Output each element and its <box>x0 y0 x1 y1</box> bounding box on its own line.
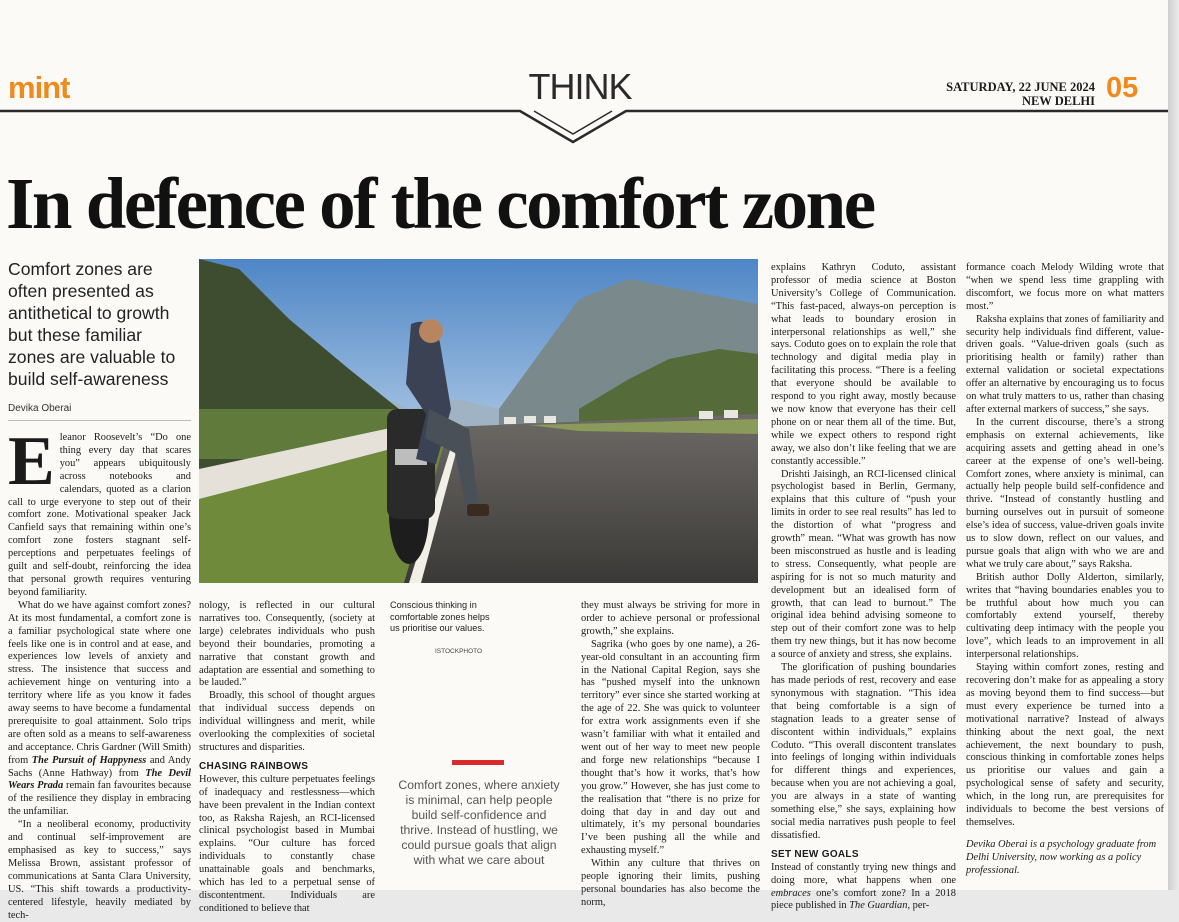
paragraph: Broadly, this school of thought argues that individual success depends on individual willingness and merit, while overlooking the complexities of societal structures and disparities. <box>199 690 375 753</box>
paragraph: Staying within comfort zones, resting and recovering don’t make for as appealing a story as moving beyond them to find success—but must every experience be turned into a motivational narrative? Instead of always thinking about the next goal, the next achievement, the next boundary to push, conscious thinking in comfortable zones helps us prioritise our values and gain a psychological sense of safety and security, which, in the long run, are prerequisites for individuals to become the best versions of themselves. <box>966 662 1164 828</box>
subhead: CHASING RAINBOWS <box>199 760 309 772</box>
article-column-5 <box>966 262 1164 830</box>
paragraph: , per- <box>907 900 930 912</box>
section-title: THINK <box>528 66 632 107</box>
paragraph: explains Kathryn Coduto, assistant professor of media science at Boston University’s College of Communication. “This fast-paced, always-on perception is what leads to boundary erosion in interpersonal relationships as well,” she says. Coduto goes on to explain the role that technology and digital media play in facilitating this process. “There is a feeling that everyone should be available to respond to you right away, mostly because we now know that everyone has their cell phone on or near them all of the time. But, while we expect others to respond right away, we also don’t like feeling that we are constantly accessible.” <box>771 262 956 467</box>
dropcap: E <box>8 423 55 500</box>
article-column-1 <box>8 423 192 921</box>
section-chevron-divider <box>0 104 1168 148</box>
paragraph: In the current discourse, there’s a strong emphasis on external achievements, like acquiring assets and getting ahead in one’s career at the expense of one’s well-being. Comfort zones, where anxiety is minimal, can actually help people build self-confidence and thrive. “Instead of constantly hustling and burning ourselves out in pursuit of someone else’s idea of success, value-driven goals invite us to slow down, reflect on our values, and pursue goals that align with who we are and what we truly care about,” says Raksha. <box>966 416 1164 570</box>
paragraph: However, this culture perpetuates feelings of inadequacy and restlessness—which have been prevalent in the Indian context too, as Raksha Rajesh, an RCI-licensed clinical psychologist based in Mumbai explains. “Our culture has forced individuals to constantly chase unattainable goals and benchmarks, which has led to a perpetual sense of discontentment. Individuals are conditioned to believe that <box>199 773 375 914</box>
paragraph: British author Dolly Alderton, similarly, writes that “having boundaries enables you to be truthful about how much you can comfortably extend yourself, thereby cultivating deep intimacy with the people you love”, which leads to an improvement in all interpersonal relationships. <box>966 571 1164 661</box>
paragraph: Raksha explains that zones of familiarity and security help individuals find different, value-driven goals. “Value-driven goals (such as prioritising health or family) rather than external validation or societal expectations offer an alternative by encouraging us to focus on what truly matters to us, rather than chasing after external markers of success,” she says. <box>966 313 1164 415</box>
paragraph: leanor Roosevelt’s “Do one thing every day that scares you” appears ubiquitously across notebooks and calendars, quoted as a clarion call to urge everyone to step out of their comfort zone. Motivational speaker Jack Canfield says that remaining within one’s comfort zone fosters stagnant self-perceptions and perpetuates feelings of guilt and self-doubt, reinforcing the idea that personal growth requires venturing beyond familiarity. <box>8 432 191 598</box>
standfirst: Comfort zones are often presented as antithetical to growth but these familiar zones are valuable to build self-awareness <box>8 259 176 389</box>
film-title: The Pursuit of Happyness <box>31 754 147 766</box>
author-note: Devika Oberai is a psychology graduate from Delhi University, now working as a policy professional. <box>966 839 1157 876</box>
paragraph: “In a neoliberal economy, productivity and continual self-improvement are emphasised as key to success,” says Melissa Brown, assistant professor of communications at Santa Clara University, US. “This shift towards a productivity-centered lifestyle, heavily mediated by tech- <box>8 819 191 921</box>
article-column-4 <box>771 262 956 912</box>
paragraph: and Andy Sachs (Anne Hathway) from <box>8 754 191 779</box>
paragraph: What do we have against comfort zones? At its most fundamental, a comfort zone is a familiar psychological state where one feels like one is in control and at ease, and experiences low levels of anxiety and stress. The insistence that success and achievement hinge on venturing into a territory where life as you know it fades away seems to have become a fundamental prerequisite to goal attainment. Solo trips are often sold as a means to self-awareness and acceptance. Chris Gardner (Will Smith) from <box>8 599 191 766</box>
article-column-3 <box>581 600 760 908</box>
paragraph: Sagrika (who goes by one name), a 26-year-old consultant in an accounting firm in the National Capital Region, says she has “pushed myself into the unknown territory” ever since she started working at the age of 22. She was quick to volunteer for extra work assignments even if she wasn’t familiar with what it entailed and went out of her way to meet new people and forge new relationships “because I thought that’s how it works, that’s how you grow.” However, she has just come to the realisation that “there is no prize for doing that day in and day out and ultimately, it’s my personal boundaries I’ve been pushing all the while and exhausting myself.” <box>581 638 760 857</box>
pull-quote: Comfort zones, where anxiety is minimal, can help people build self-confidence and thrive. Instead of hustling, we could pursue goals that align with what we care about <box>398 778 560 867</box>
publication-title: The Guardian <box>849 900 908 912</box>
paragraph: they must always be striving for more in order to achieve personal or professional growth,” she explains. <box>581 600 760 637</box>
pull-quote-rule <box>452 760 504 765</box>
byline: Devika Oberai <box>8 403 72 414</box>
paragraph: nology, is reflected in our cultural narratives too. Consequently, (society at large) celebrates individuals who push beyond their boundaries, promoting a narrative that constant growth and adaptation are essential and something to be lauded.” <box>199 600 375 689</box>
date: SATURDAY, 22 JUNE 2024 <box>946 80 1095 94</box>
page-edge <box>1168 0 1179 890</box>
paragraph: Within any culture that thrives on people ignoring their limits, pushing personal boundaries has also become the norm, <box>581 858 760 908</box>
paragraph: formance coach Melody Wilding wrote that “when we spend less time grappling with discomfort, we focus more on what matters most.” <box>966 262 1164 312</box>
image-caption: Conscious thinking in comfortable zones helps us prioritise our values. <box>390 600 490 633</box>
city: NEW DELHI <box>1021 94 1095 108</box>
image-credit: ISTOCKPHOTO <box>435 648 483 655</box>
paragraph: The glorification of pushing boundaries has made periods of rest, recovery and ease synonymous with stagnation. “This idea that being comfortable is a sign of stagnation leads to a greater sense of discontent within individuals,” explains Coduto. “This overall discontent translates into feelings of longing within individuals for different things and experiences, because when you are not achieving a goal, you are always in a state of wanting something else,” she says, explaining how social media narratives push people to feel dissatisfied. <box>771 662 956 841</box>
mint-logo: mint <box>8 70 70 105</box>
subhead: SET NEW GOALS <box>771 848 859 860</box>
paragraph: Instead of constantly trying new things and doing more, what happens when one <box>771 861 956 886</box>
byline-rule <box>8 420 191 421</box>
article-column-2 <box>199 600 375 914</box>
paragraph: remain fan favourites because of the resilience they display in embracing the unfamiliar. <box>8 780 192 818</box>
page-number: 05 <box>1106 72 1139 104</box>
dateline <box>940 80 1095 108</box>
film-title: The Devil Wears Prada <box>8 767 191 792</box>
headline: In defence of the comfort zone <box>6 163 874 244</box>
paragraph: Drishti Jaisingh, an RCI-licensed clinical psychologist based in Berlin, Germany, explains that this culture of “push your limits in order to see real results” has led to the distortion of what “progress and growth” mean. “What was growth has now been misconstrued as hustle and is leading to stress. Consequently, what people are aspiring for is not so much maturity and development but an idealised form of growth, that can lead to burnout.” The original idea behind advising someone to step out of their comfort zone was to help them try new things, but it has now become a source of anxiety and stress, she explains. <box>771 468 956 661</box>
paragraph: one’s comfort zone? In a 2018 piece published in <box>771 887 956 912</box>
article-photo <box>199 259 758 583</box>
emphasis: embraces <box>771 887 811 899</box>
